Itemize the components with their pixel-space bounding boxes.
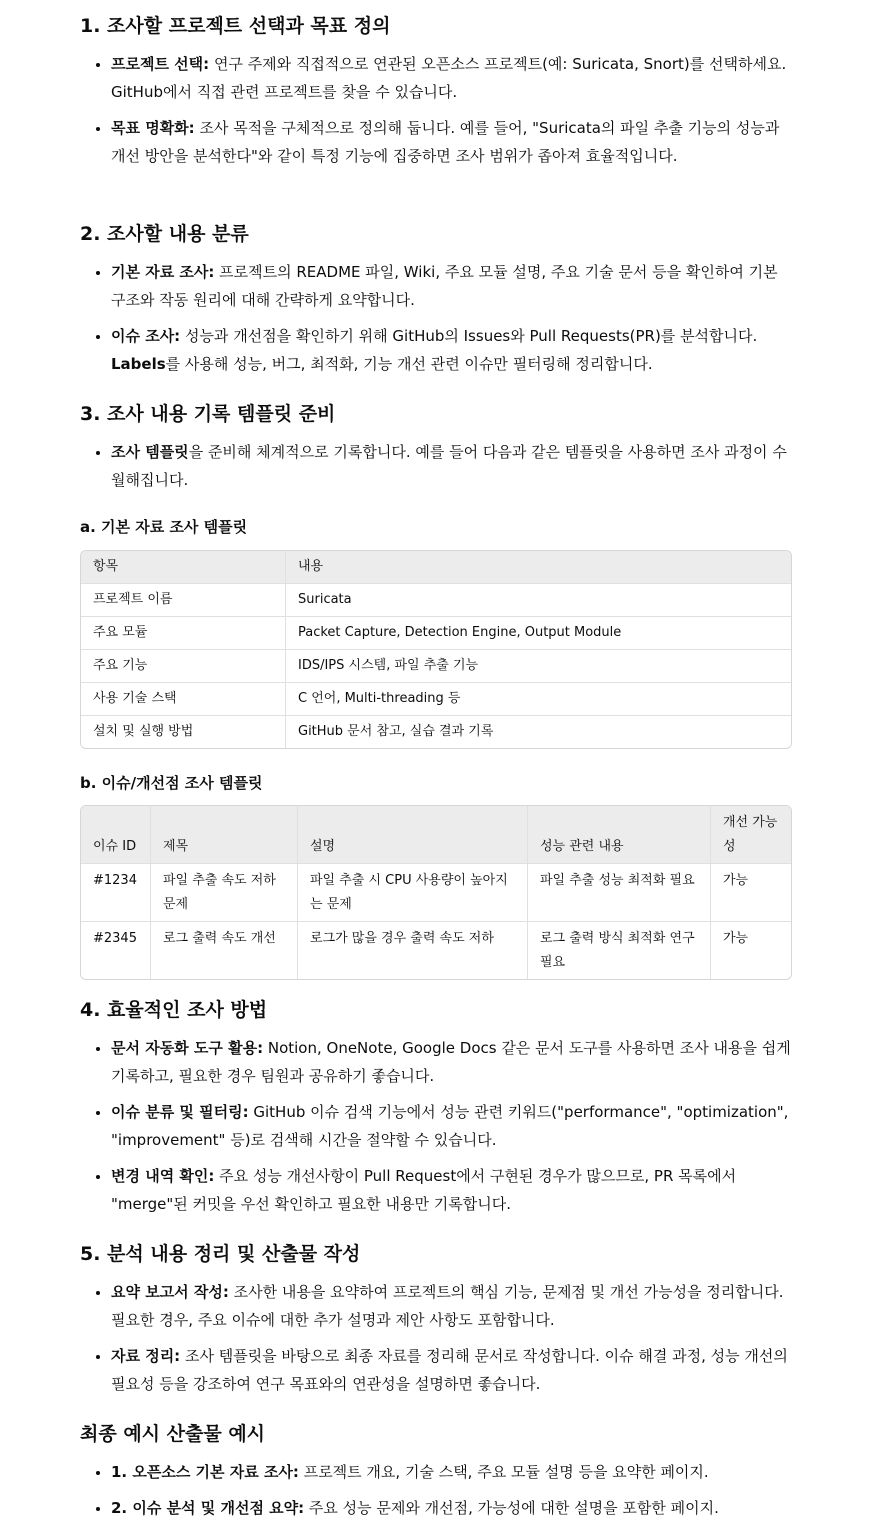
- table-row: [81, 584, 791, 617]
- item-label: 목표 명확화:: [111, 119, 195, 137]
- list-item: [111, 1494, 792, 1522]
- section-3-title: 3. 조사 내용 기록 템플릿 준비: [80, 403, 336, 425]
- column-header: 내용: [286, 551, 792, 584]
- table-1: [80, 550, 792, 749]
- item-label: 이슈 조사:: [111, 327, 181, 345]
- table-cell: 가능: [711, 864, 792, 922]
- section-3-list: [80, 438, 792, 494]
- list-item: [111, 114, 792, 170]
- item-text: Notion, OneNote, Google Docs 같은 문서 도구를 사용하면 조사 내용을 쉽게 기록하고, 필요한 경우 팀원과 공유하기 좋습니다.: [111, 1039, 791, 1085]
- item-text: 프로젝트 개요, 기술 스택, 주요 모듈 설명 등을 요약한 페이지.: [298, 1463, 709, 1481]
- item-text: 프로젝트의 README 파일, Wiki, 주요 모듈 설명, 주요 기술 문서 등을 확인하여 기본 구조와 작동 원리에 대해 간략하게 요약합니다.: [111, 263, 778, 309]
- table-cell: 설치 및 실행 방법: [81, 716, 286, 749]
- item-label: 조사 템플릿: [111, 443, 189, 461]
- table-cell: 프로젝트 이름: [81, 584, 286, 617]
- section-6-title: 최종 예시 산출물 예시: [80, 1423, 266, 1445]
- table-cell: 주요 기능: [81, 650, 286, 683]
- table-cell: IDS/IPS 시스템, 파일 추출 기능: [286, 650, 792, 683]
- item-label: 2. 이슈 분석 및 개선점 요약:: [111, 1499, 305, 1517]
- item-label: 문서 자동화 도구 활용:: [111, 1039, 264, 1057]
- table-cell: GitHub 문서 참고, 실습 결과 기록: [298, 724, 494, 739]
- column-header: 항목: [81, 551, 286, 584]
- table-row: [81, 617, 791, 650]
- table-1-title: a. 기본 자료 조사 템플릿: [80, 518, 248, 536]
- table-cell: 사용 기술 스택: [81, 683, 286, 716]
- item-bold: Labels: [111, 355, 166, 373]
- table-2: [80, 805, 792, 980]
- list-item: [111, 1278, 792, 1334]
- column-header: 설명: [298, 806, 528, 864]
- item-label: 1. 오픈소스 기본 자료 조사:: [111, 1463, 299, 1481]
- item-text: 주요 성능 개선사항이 Pull Request에서 구현된 경우가 많으므로, PR 목록에서 "merge"된 커밋을 우선 확인하고 필요한 내용만 기록합니다.: [111, 1167, 737, 1213]
- section-6: [80, 1420, 792, 1522]
- item-text: 연구 주제와 직접적으로 연관된 오픈소스 프로젝트(예: Suricata, Snort)를 선택하세요. GitHub에서 직접 관련 프로젝트를 찾을 수 있습니다.: [111, 55, 787, 101]
- item-text: 조사 템플릿을 바탕으로 최종 자료를 정리해 문서로 작성합니다. 이슈 해결 과정, 성능 개선의 필요성 등을 강조하여 연구 목표와의 연관성을 설명하면 좋습니다.: [111, 1347, 788, 1393]
- table-cell: #2345: [81, 922, 151, 980]
- list-item: [111, 1342, 792, 1398]
- table-cell: 로그 출력 방식 최적화 연구 필요: [528, 922, 711, 980]
- section-4-title: 4. 효율적인 조사 방법: [80, 999, 268, 1021]
- item-label: 요약 보고서 작성:: [111, 1283, 229, 1301]
- section-2: [80, 220, 792, 378]
- item-label: 이슈 분류 및 필터링:: [111, 1103, 249, 1121]
- section-4-list: [80, 1034, 792, 1218]
- list-item: [111, 1162, 792, 1218]
- item-text: 주요 성능 문제와 개선점, 가능성에 대한 설명을 포함한 페이지.: [304, 1499, 719, 1517]
- list-item: [111, 50, 792, 106]
- table-cell: C 언어, Multi-threading 등: [286, 683, 792, 716]
- section-6-list: [80, 1458, 792, 1522]
- item-label: 변경 내역 확인:: [111, 1167, 215, 1185]
- section-1-title: 1. 조사할 프로젝트 선택과 목표 정의: [80, 15, 391, 37]
- section-5-list: [80, 1278, 792, 1398]
- item-text: 조사 목적을 구체적으로 정의해 둡니다. 예를 들어, "Suricata의 파일 추출 기능의 성능과 개선 방안을 분석한다"와 같이 특정 기능에 집중하면 조사 범위가 좁아져 효율적입니다.: [111, 119, 780, 165]
- item-text: GitHub 이슈 검색 기능에서 성능 관련 키워드("performance", "optimization", "improvement" 등)로 검색해 시간을 절약할 수 있습니다.: [111, 1103, 789, 1149]
- column-header: 개선 가능성: [711, 806, 792, 864]
- item-text: 을 준비해 체계적으로 기록합니다. 예를 들어 다음과 같은 템플릿을 사용하면 조사 과정이 수월해집니다.: [111, 443, 787, 489]
- table-cell: 가능: [723, 931, 749, 946]
- section-1-list: [80, 50, 792, 170]
- table-cell: 파일 추출 속도 저하 문제: [151, 864, 298, 922]
- list-item: [111, 322, 792, 378]
- table-2-title: b. 이슈/개선점 조사 템플릿: [80, 774, 263, 792]
- table-cell: Packet Capture, Detection Engine, Output Module: [286, 617, 792, 650]
- table-row: [81, 683, 791, 716]
- item-label: 프로젝트 선택:: [111, 55, 210, 73]
- table-cell: 로그 출력 속도 개선: [151, 922, 298, 980]
- section-3: [80, 400, 792, 494]
- table-cell: 로그가 많을 경우 출력 속도 저하: [298, 922, 528, 980]
- item-text: 조사한 내용을 요약하여 프로젝트의 핵심 기능, 문제점 및 개선 가능성을 정리합니다. 필요한 경우, 주요 이슈에 대한 추가 설명과 제안 사항도 포함합니다.: [111, 1283, 784, 1329]
- list-item: [111, 438, 792, 494]
- item-label: 기본 자료 조사:: [111, 263, 215, 281]
- item-label: 자료 정리:: [111, 1347, 181, 1365]
- table-cell: Suricata: [286, 584, 792, 617]
- list-item: [111, 1034, 792, 1090]
- section-5: [80, 1240, 792, 1398]
- section-1: [80, 12, 792, 170]
- section-2-title: 2. 조사할 내용 분류: [80, 223, 249, 245]
- item-text: 를 사용해 성능, 버그, 최적화, 기능 개선 관련 이슈만 필터링해 정리합니다.: [165, 355, 653, 373]
- table-cell: #1234: [81, 864, 151, 922]
- table-row: [81, 922, 791, 980]
- column-header: 이슈 ID: [81, 806, 151, 864]
- table-row: [81, 864, 791, 922]
- section-2-list: [80, 258, 792, 378]
- table-cell: 파일 추출 시 CPU 사용량이 높아지는 문제: [298, 864, 528, 922]
- table-row: [81, 650, 791, 683]
- table-row: [81, 716, 791, 749]
- section-4: [80, 996, 792, 1218]
- list-item: [111, 1458, 792, 1486]
- list-item: [111, 1098, 792, 1154]
- table-cell: 파일 추출 성능 최적화 필요: [528, 864, 711, 922]
- table-header-row: [81, 806, 791, 864]
- column-header: 제목: [151, 806, 298, 864]
- table-header-row: [81, 551, 791, 584]
- table-cell: 주요 모듈: [81, 617, 286, 650]
- list-item: [111, 258, 792, 314]
- column-header: 성능 관련 내용: [528, 806, 711, 864]
- section-5-title: 5. 분석 내용 정리 및 산출물 작성: [80, 1243, 361, 1265]
- item-text: 성능과 개선점을 확인하기 위해 GitHub의 Issues와 Pull Requests(PR)를 분석합니다.: [180, 327, 758, 345]
